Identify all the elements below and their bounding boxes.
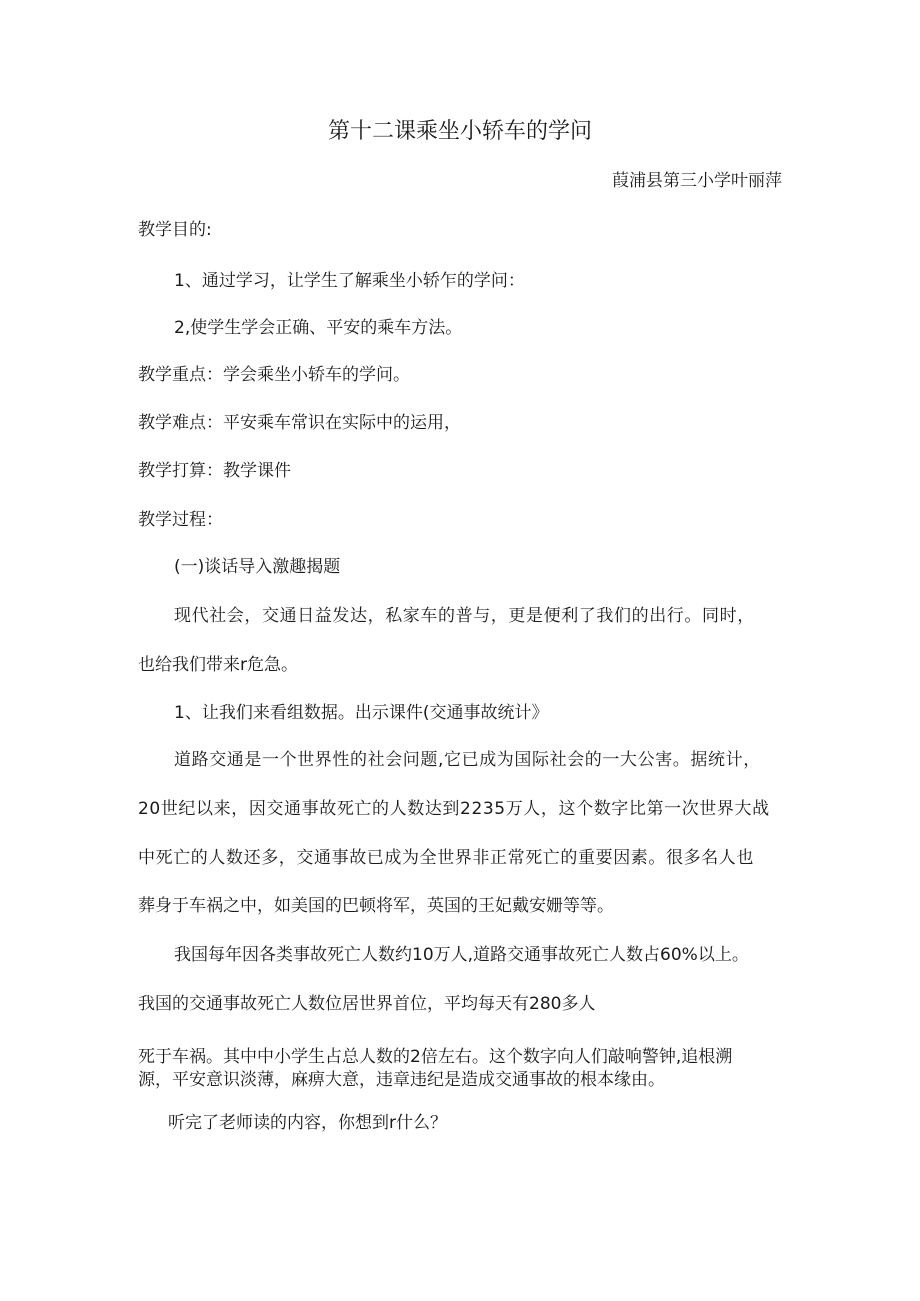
- paragraph-1-line-1: 现代社会，交通日益发达，私家车的普与，更是便利了我们的出行。同时，: [174, 606, 755, 626]
- paragraph-2-line-1: 道路交通是一个世界性的社会问题,它已成为国际社会的一大公害。据统计，: [174, 750, 761, 770]
- paragraph-2-line-4: 葬身于车祸之中，如美国的巴顿将军，英国的王妃戴安姗等等。: [138, 896, 614, 916]
- paragraph-4-line-2: 源，平安意识淡薄，麻痹大意，违章违纪是造成交通事故的根本缘由。: [138, 1070, 665, 1090]
- subsection-heading: (一)谈话导入激趣揭题: [174, 557, 341, 577]
- paragraph-2-line-2: 20世纪以来，因交通事故死亡的人数达到2235万人，这个数字比第一次世界大战: [138, 799, 770, 819]
- closing-question: 听完了老师读的内容，你想到r什么？: [168, 1113, 447, 1133]
- paragraph-3-line-1: 我国每年因各类事故死亡人数约10万人,道路交通事故死亡人数占60%以上。: [174, 945, 749, 965]
- page-title: 第十二课乘坐小轿车的学问: [327, 119, 592, 144]
- paragraph-4-line-1: 死于车祸。其中中小学生占总人数的2倍左右。这个数字向人们敲响警钟,追根溯: [138, 1047, 733, 1067]
- paragraph-1-line-2: 也给我们带来r危急。: [138, 655, 298, 675]
- section-objectives-heading: 教学目的:: [138, 220, 212, 240]
- key-point: 教学重点：学会乘坐小轿车的学问。: [138, 365, 410, 385]
- paragraph-2-line-3: 中死亡的人数还多，交通事故已成为全世界非正常死亡的重要因素。很多名人也: [138, 848, 754, 868]
- difficult-point: 教学难点：平安乘车常识在实际中的运用，: [138, 413, 461, 433]
- preparation: 教学打算：教学课件: [138, 461, 291, 481]
- data-intro: 1、让我们来看组数据。出示课件(交通事故统计》: [174, 703, 549, 723]
- objective-1: 1、通过学习，让学生了解乘坐小轿乍的学问：: [174, 271, 525, 291]
- author-line: 葭浦县第三小学叶丽萍: [612, 171, 782, 191]
- objective-2: 2,使学生学会正确、平安的乘车方法。: [174, 318, 463, 338]
- process-heading: 教学过程：: [138, 510, 223, 530]
- paragraph-3-line-2: 我国的交通事故死亡人数位居世界首位，平均每天有280多人: [138, 994, 596, 1014]
